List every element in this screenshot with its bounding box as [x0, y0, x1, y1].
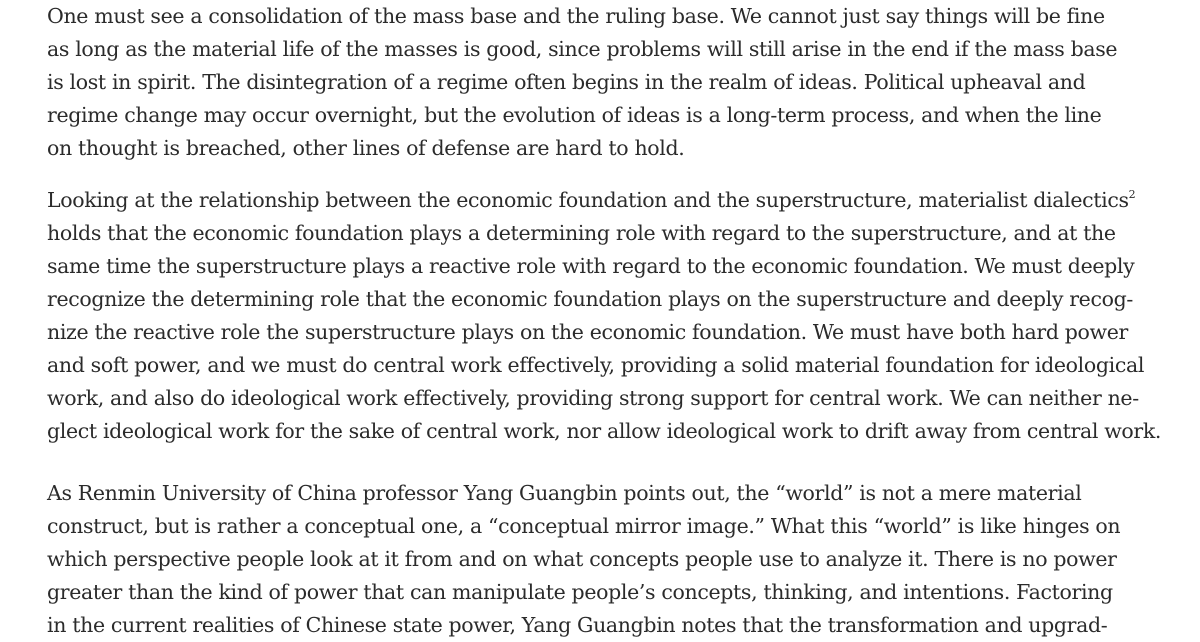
- text-line: [47, 184, 1161, 217]
- text-line: holds that the economic foundation plays a determining role with regard to the superstructure, and at the: [47, 221, 1116, 245]
- text-line: construct, but is rather a conceptual one, a “conceptual mirror image.” What this “world” is like hinges on: [47, 514, 1121, 538]
- text-line: greater than the kind of power that can manipulate people’s concepts, thinking, and intentions. Factoring: [47, 580, 1113, 604]
- text-line: as long as the material life of the masses is good, since problems will still arise in the end if the mass base: [47, 37, 1118, 61]
- text-line: is lost in spirit. The disintegration of a regime often begins in the realm of ideas. Political upheaval and: [47, 70, 1086, 94]
- text-line: same time the superstructure plays a reactive role with regard to the economic foundation. We must deeply: [47, 254, 1135, 278]
- text-line: As Renmin University of China professor Yang Guangbin points out, the “world” is not a mere material: [47, 481, 1082, 505]
- text-line: recognize the determining role that the economic foundation plays on the superstructure and deeply recog-: [47, 287, 1133, 311]
- text-line: in the current realities of Chinese state power, Yang Guangbin notes that the transformation and upgrad-: [47, 613, 1108, 637]
- text-line: glect ideological work for the sake of central work, nor allow ideological work to drift away from central work.: [47, 419, 1162, 443]
- paragraph-conceptual-world: [47, 477, 1120, 642]
- text-line: work, and also do ideological work effectively, providing strong support for central work. We can neither ne-: [47, 386, 1139, 410]
- paragraph-mass-base: [47, 0, 1117, 165]
- text-line: on thought is breached, other lines of defense are hard to hold.: [47, 136, 685, 160]
- text-line: nize the reactive role the superstructure plays on the economic foundation. We must have both hard power: [47, 320, 1128, 344]
- text-line-content: Looking at the relationship between the economic foundation and the superstructure, materialist dialectics: [47, 188, 1129, 212]
- footnote-reference[interactable]: 2: [1128, 188, 1136, 201]
- text-line: One must see a consolidation of the mass base and the ruling base. We cannot just say things will be fine: [47, 4, 1105, 28]
- paragraph-economic-foundation: [47, 184, 1161, 448]
- text-line: and soft power, and we must do central work effectively, providing a solid material foundation for ideological: [47, 353, 1145, 377]
- text-line: which perspective people look at it from and on what concepts people use to analyze it. There is no power: [47, 547, 1117, 571]
- text-line: regime change may occur overnight, but the evolution of ideas is a long-term process, and when the line: [47, 103, 1102, 127]
